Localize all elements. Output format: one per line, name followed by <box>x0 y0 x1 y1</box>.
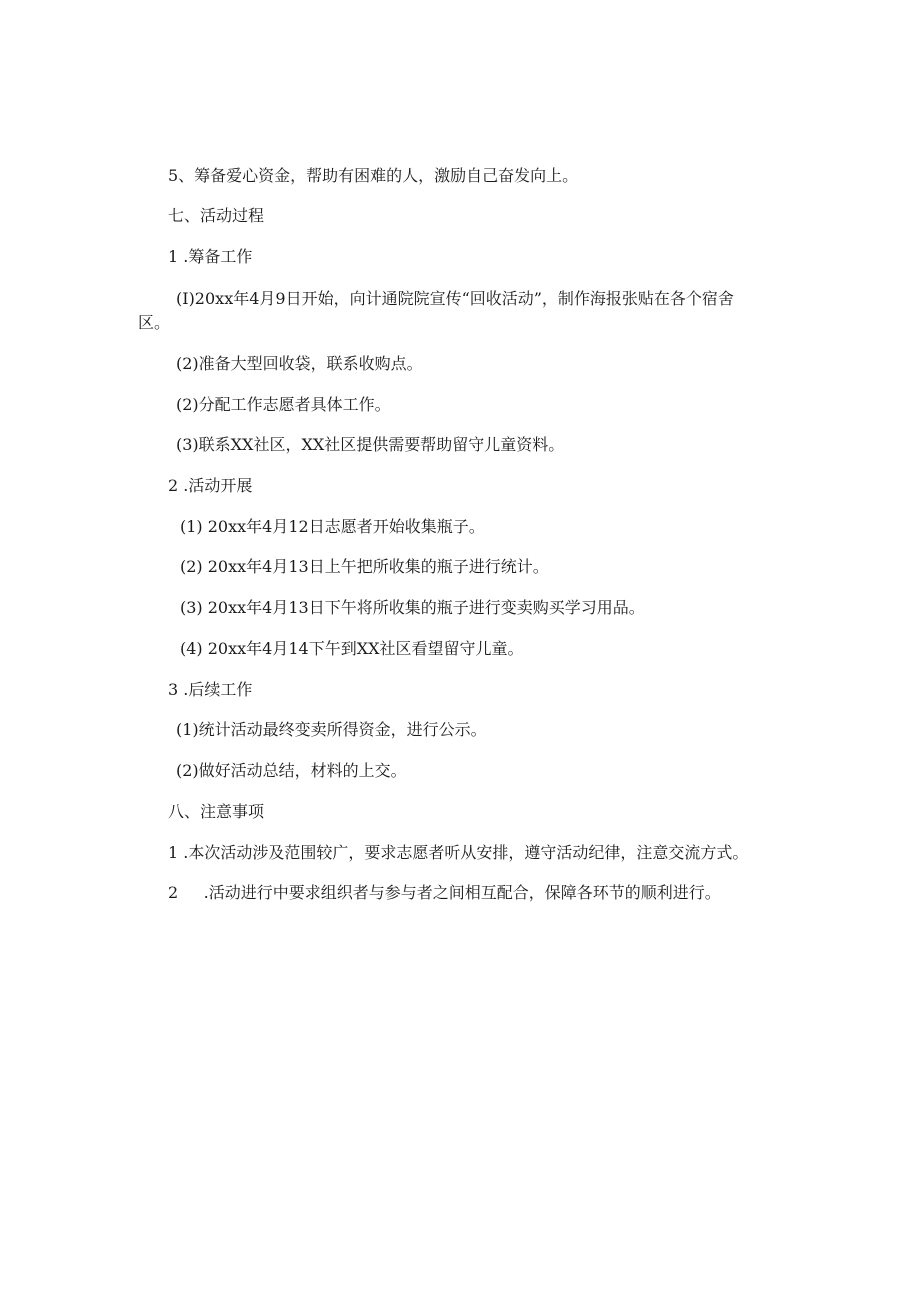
text-line: 1 .本次活动涉及范围较广，要求志愿者听从安排，遵守活动纪律，注意交流方式。 <box>168 843 749 862</box>
section-heading: 八、注意事项 <box>168 802 265 821</box>
text-line: (2) 20xx年4月13日上午把所收集的瓶子进行统计。 <box>180 557 549 576</box>
text-line: (3)联系XX社区，XX社区提供需要帮助留守儿童资料。 <box>176 435 565 454</box>
text-line: (2)做好活动总结，材料的上交。 <box>176 761 407 780</box>
subsection-heading: 2 .活动开展 <box>168 476 253 495</box>
text-line: 区。 <box>138 313 171 332</box>
text-line: (3) 20xx年4月13日下午将所收集的瓶子进行变卖购买学习用品。 <box>180 598 645 617</box>
text-line: (2)准备大型回收袋，联系收购点。 <box>176 354 423 373</box>
subsection-heading: 3 .后续工作 <box>168 680 253 699</box>
text-line: (1) 20xx年4月12日志愿者开始收集瓶子。 <box>180 517 485 536</box>
section-heading: 七、活动过程 <box>168 206 265 225</box>
text-line: (I)20xx年4月9日开始，向计通院院宣传“回收活动”，制作海报张贴在各个宿舍 <box>176 289 734 308</box>
text-line: (2)分配工作志愿者具体工作。 <box>176 395 391 414</box>
subsection-heading: 1 .筹备工作 <box>168 247 253 266</box>
text-line: 5、筹备爱心资金，帮助有困难的人，激励自己奋发向上。 <box>168 166 579 185</box>
text-line: (1)统计活动最终变卖所得资金，进行公示。 <box>176 720 487 739</box>
text-line: (4) 20xx年4月14下午到XX社区看望留守儿童。 <box>180 639 524 658</box>
text-line: 2 .活动进行中要求组织者与参与者之间相互配合，保障各环节的顺利进行。 <box>168 883 721 902</box>
